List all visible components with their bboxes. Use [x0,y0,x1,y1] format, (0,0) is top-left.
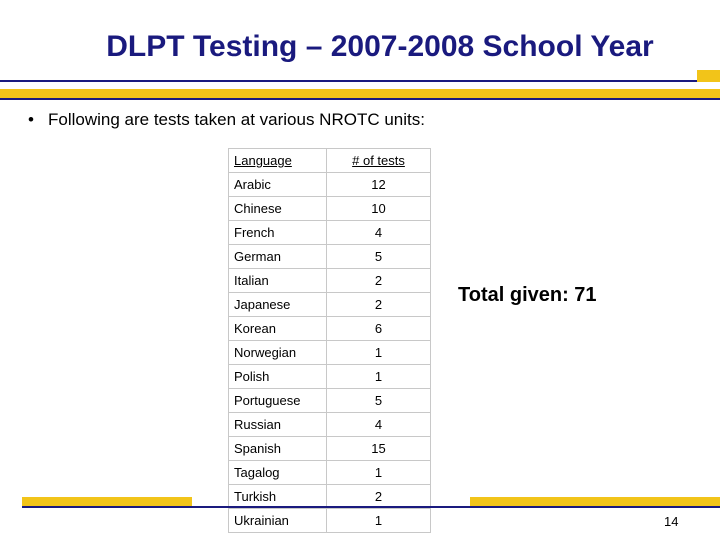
decorative-bar-bottom-left [22,497,192,506]
cell-language: Arabic [229,173,327,197]
cell-language: Ukrainian [229,509,327,533]
cell-count: 1 [327,461,431,485]
cell-count: 2 [327,293,431,317]
total-given: Total given: 71 [458,284,597,306]
cell-language: Norwegian [229,341,327,365]
decorative-line-bottom-navy [22,506,720,508]
table-row [229,461,431,485]
cell-count: 12 [327,173,431,197]
table-row [229,437,431,461]
table-row [229,173,431,197]
bullet-text: Following are tests taken at various NROTC units: [48,110,425,129]
table-row [229,269,431,293]
bullet-marker: • [28,110,34,129]
cell-language: Spanish [229,437,327,461]
cell-count: 1 [327,341,431,365]
decorative-bar-bottom-right [470,497,720,506]
cell-count: 1 [327,509,431,533]
cell-language: Polish [229,365,327,389]
cell-count: 10 [327,197,431,221]
decorative-line-top-navy [0,98,720,100]
cell-language: Japanese [229,293,327,317]
cell-language: Portuguese [229,389,327,413]
cell-count: 2 [327,269,431,293]
page-number: 14 [664,514,679,529]
decorative-bar-top-right [697,70,720,82]
table-row [229,341,431,365]
header-language: Language [229,149,327,173]
decorative-line-top-thin [0,80,697,82]
cell-count: 5 [327,389,431,413]
cell-language: Turkish [229,485,327,509]
cell-count: 5 [327,245,431,269]
table-row [229,293,431,317]
cell-count: 4 [327,221,431,245]
table-row [229,245,431,269]
table-row [229,365,431,389]
table-row [229,389,431,413]
table-header-row [229,149,431,173]
cell-count: 2 [327,485,431,509]
cell-count: 15 [327,437,431,461]
cell-language: German [229,245,327,269]
table-row [229,509,431,533]
table-row [229,221,431,245]
table-row [229,413,431,437]
cell-count: 6 [327,317,431,341]
decorative-bar-top-gold [0,89,720,98]
cell-language: Korean [229,317,327,341]
slide-title: DLPT Testing – 2007-2008 School Year [106,30,654,63]
cell-language: French [229,221,327,245]
cell-language: Tagalog [229,461,327,485]
cell-count: 4 [327,413,431,437]
table-row [229,197,431,221]
table-row [229,317,431,341]
header-count: # of tests [327,149,431,173]
tests-table [228,148,431,533]
table-row [229,485,431,509]
cell-count: 1 [327,365,431,389]
cell-language: Italian [229,269,327,293]
cell-language: Russian [229,413,327,437]
bullet-item [28,110,425,130]
cell-language: Chinese [229,197,327,221]
